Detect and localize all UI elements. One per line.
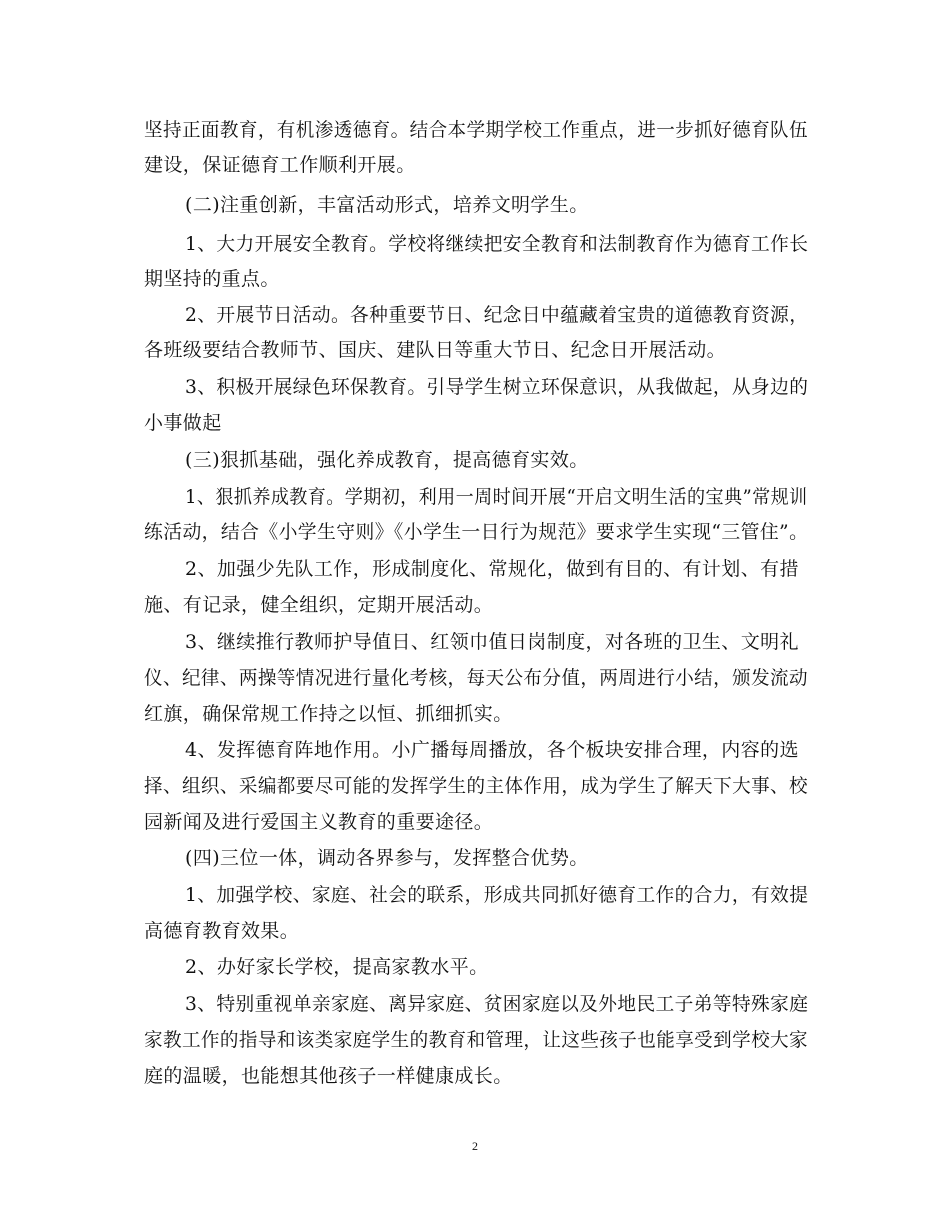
text-line: 1、狠抓养成教育。学期初，利用一周时间开展“开启文明生活的宝典”常规训	[185, 486, 808, 508]
text-line: 期坚持的重点。	[144, 268, 280, 290]
text-line: 1、加强学校、家庭、社会的联系，形成共同抓好德育工作的合力，有效提	[185, 884, 809, 906]
text-line: 3、特别重视单亲家庭、离异家庭、贫困家庭以及外地民工子弟等特殊家庭	[185, 993, 809, 1015]
text-line: 择、组织、采编都要尽可能的发挥学生的主体作用，成为学生了解天下大事、校	[144, 775, 809, 797]
text-line: 2、开展节日活动。各种重要节日、纪念日中蕴藏着宝贵的道德教育资源，	[185, 304, 809, 326]
text-line: 家教工作的指导和该类家庭学生的教育和管理，让这些孩子也能享受到学校大家	[144, 1029, 809, 1051]
text-line: 4、发挥德育阵地作用。小广播每周播放，各个板块安排合理，内容的选	[185, 739, 799, 761]
text-line: 2、加强少先队工作，形成制度化、常规化，做到有目的、有计划、有措	[185, 558, 799, 580]
page-number: 2	[472, 1139, 478, 1153]
text-line: 施、有记录，健全组织，定期开展活动。	[144, 594, 494, 616]
text-line: 2、办好家长学校，提高家教水平。	[185, 956, 489, 978]
section-heading: (三)狠抓基础，强化养成教育，提高德育实效。	[185, 449, 589, 471]
text-line: 建设，保证德育工作顺利开展。	[144, 154, 416, 176]
text-line: 小事做起	[144, 412, 222, 434]
text-line: 园新闻及进行爱国主义教育的重要途径。	[144, 811, 494, 833]
text-line: 各班级要结合教师节、国庆、建队日等重大节日、纪念日开展活动。	[144, 339, 727, 361]
text-line: 3、积极开展绿色环保教育。引导学生树立环保意识，从我做起，从身边的	[185, 376, 809, 398]
text-line: 仪、纪律、两操等情况进行量化考核，每天公布分值，两周进行小结，颁发流动	[144, 667, 809, 689]
text-line: 3、继续推行教师护导值日、红领巾值日岗制度，对各班的卫生、文明礼	[185, 631, 799, 653]
section-heading: (二)注重创新，丰富活动形式，培养文明学生。	[185, 194, 589, 216]
section-heading: (四)三位一体，调动各界参与，发挥整合优势。	[185, 847, 589, 869]
text-line: 高德育教育效果。	[144, 920, 300, 942]
text-line: 练活动，结合《小学生守则》《小学生一日行为规范》要求学生实现“三管住”。	[144, 521, 809, 543]
text-line: 坚持正面教育，有机渗透德育。结合本学期学校工作重点，进一步抓好德育队伍	[144, 119, 809, 141]
text-line: 庭的温暖，也能想其他孩子一样健康成长。	[144, 1065, 513, 1087]
text-line: 1、大力开展安全教育。学校将继续把安全教育和法制教育作为德育工作长	[185, 233, 809, 255]
text-line: 红旗，确保常规工作持之以恒、抓细抓实。	[144, 703, 513, 725]
